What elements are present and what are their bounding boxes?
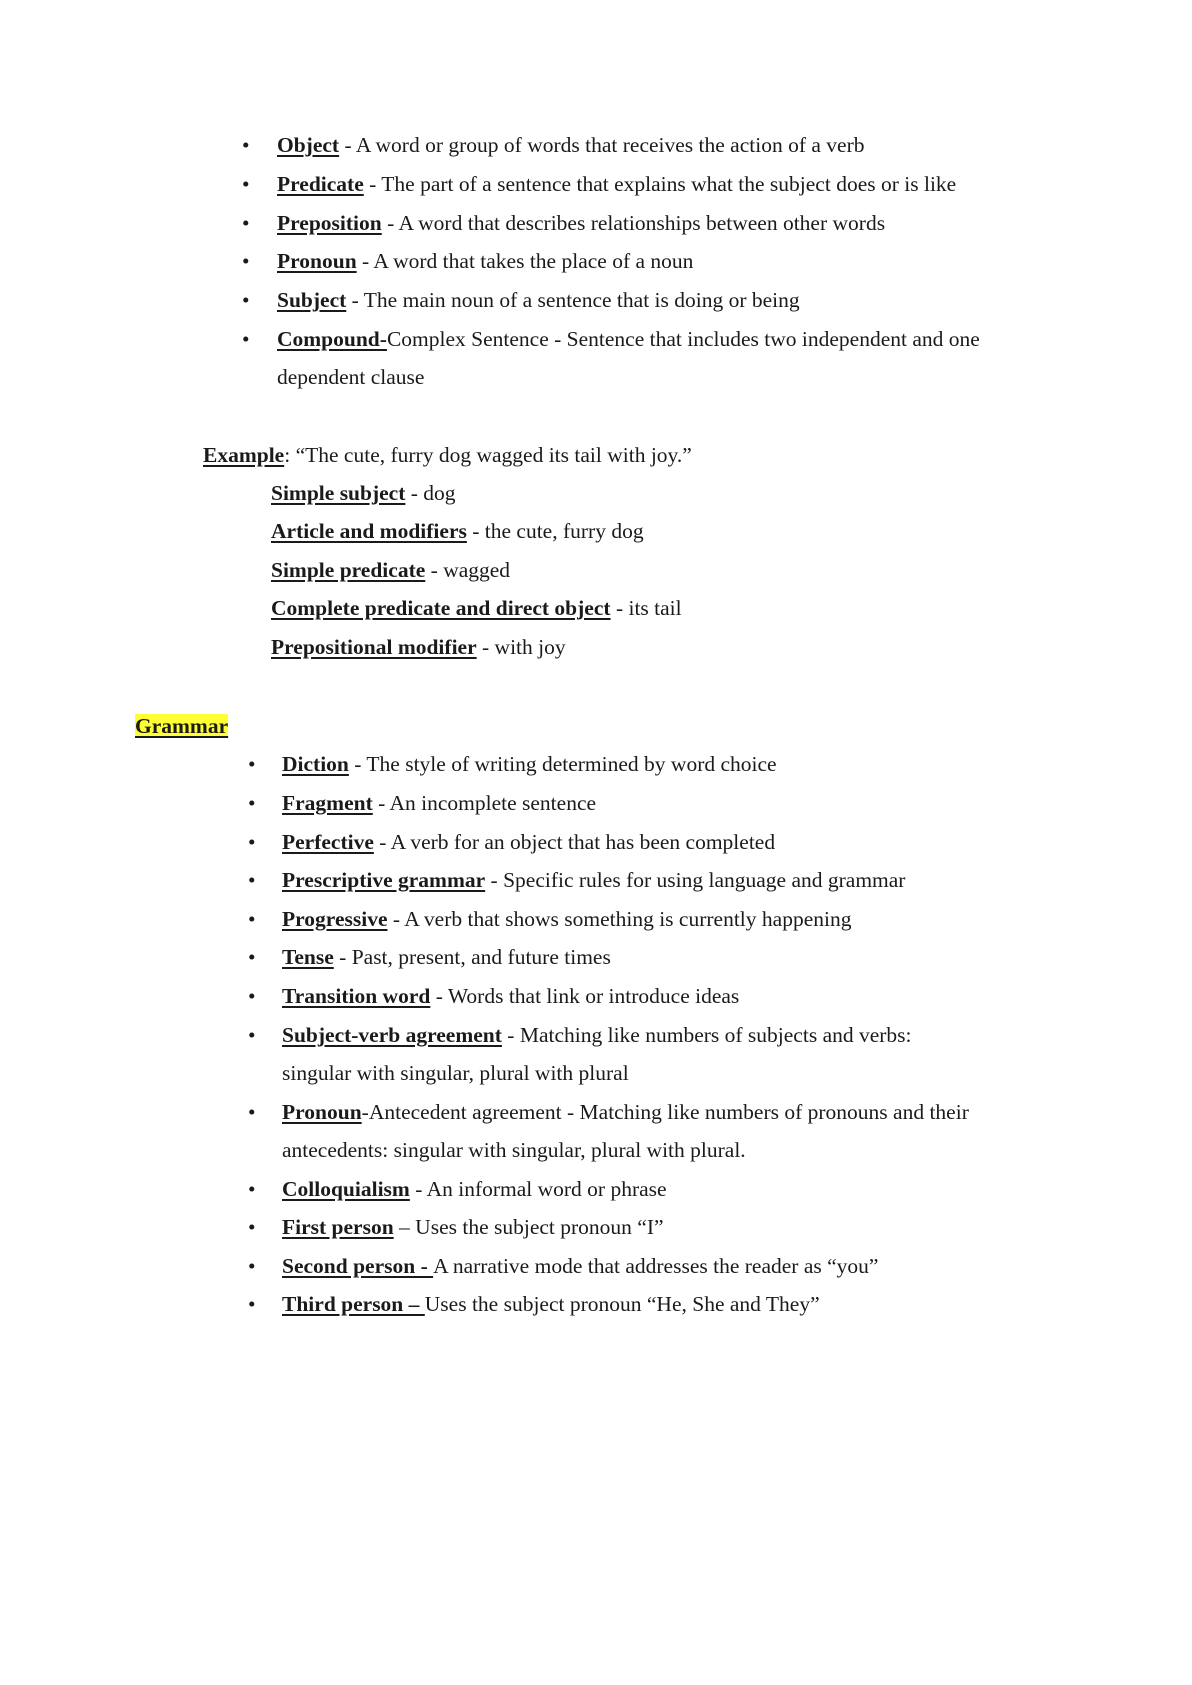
term: Second person - [282,1254,434,1278]
term: Diction [282,752,349,776]
definition: - An incomplete sentence [372,791,597,815]
example-label: Example [203,443,285,467]
definition: - A word or group of words that receives the action of a verb [339,133,865,157]
example-line [203,445,692,467]
list-item [282,832,775,854]
term: Colloquialism [282,1177,410,1201]
term: Progressive [282,907,388,931]
list-item [282,909,851,931]
bullet: • [242,172,250,196]
example-part [271,637,566,659]
definition: - the cute, furry dog [466,519,644,543]
bullet: • [242,327,250,351]
term: Subject-verb agreement [282,1023,502,1047]
term: Complete predicate and direct object [271,596,611,620]
definition-continuation: antecedents: singular with singular, plural with plural. [282,1138,746,1162]
term: Article and modifiers [271,519,467,543]
definition: - A word that describes relationships between other words [381,211,886,235]
term: Object [277,133,340,157]
definition: - Specific rules for using language and grammar [485,868,906,892]
definition: - with joy [476,635,566,659]
example-part [271,598,682,620]
bullet: • [248,868,256,892]
definition: - The part of a sentence that explains what the subject does or is like [363,172,957,196]
list-item [282,1179,667,1201]
list-item [282,1217,664,1239]
list-item [277,213,885,235]
definition: - The main noun of a sentence that is doing or being [346,288,800,312]
term: Pronoun [282,1100,362,1124]
list-item [277,174,956,196]
term: Simple predicate [271,558,426,582]
term: Preposition [277,211,382,235]
definition: - Matching like numbers of subjects and verbs: [501,1023,912,1047]
list-item [282,870,905,892]
definition: - wagged [425,558,511,582]
bullet: • [248,945,256,969]
list-item [282,947,611,969]
bullet: • [248,830,256,854]
term: Compound- [277,327,387,351]
term: Subject [277,288,347,312]
definition: – Uses the subject pronoun “I” [393,1215,664,1239]
bullet: • [242,249,250,273]
term: Prepositional modifier [271,635,477,659]
definition: - An informal word or phrase [409,1177,667,1201]
definition: - A verb that shows something is currently happening [387,907,852,931]
definition-continuation: singular with singular, plural with plural [282,1061,629,1085]
definition: - Past, present, and future times [333,945,611,969]
bullet: • [242,133,250,157]
bullet: • [248,1215,256,1239]
term: Perfective [282,830,374,854]
list-item [282,986,739,1008]
list-item [282,1025,912,1047]
list-item [282,1102,969,1124]
bullet: • [248,1023,256,1047]
example-part [271,560,510,582]
bullet: • [248,1100,256,1124]
definition: A narrative mode that addresses the reader as “you” [433,1254,879,1278]
list-item [277,251,693,273]
term: Pronoun [277,249,357,273]
example-sentence: : “The cute, furry dog wagged its tail with joy.” [284,443,692,467]
term: Prescriptive grammar [282,868,486,892]
definition: - A word that takes the place of a noun [356,249,694,273]
bullet: • [248,984,256,1008]
bullet: • [242,211,250,235]
list-item [277,135,865,157]
term: Fragment [282,791,373,815]
term: Tense [282,945,334,969]
list-item [282,754,777,776]
list-item [277,290,800,312]
grammar-heading: Grammar [135,714,229,738]
example-part [271,483,456,505]
section-heading [135,716,228,738]
bullet: • [248,1292,256,1316]
term: First person [282,1215,394,1239]
definition: - Words that link or introduce ideas [430,984,740,1008]
definition: Uses the subject pronoun “He, She and They” [424,1292,820,1316]
bullet: • [248,907,256,931]
list-item [282,1294,820,1316]
bullet: • [248,1177,256,1201]
term: Predicate [277,172,364,196]
list-item [282,1256,878,1278]
bullet: • [242,288,250,312]
example-part [271,521,644,543]
term: Third person – [282,1292,425,1316]
bullet: • [248,752,256,776]
list-item [282,793,596,815]
bullet: • [248,791,256,815]
definition-continuation: dependent clause [277,365,425,389]
definition: - A verb for an object that has been completed [373,830,776,854]
definition: Complex Sentence - Sentence that includes two independent and one [386,327,980,351]
definition: - The style of writing determined by word choice [348,752,777,776]
list-item [277,329,980,351]
definition: - its tail [610,596,682,620]
term: Simple subject [271,481,406,505]
definition: -Antecedent agreement - Matching like numbers of pronouns and their [361,1100,969,1124]
bullet: • [248,1254,256,1278]
definition: - dog [405,481,456,505]
term: Transition word [282,984,431,1008]
